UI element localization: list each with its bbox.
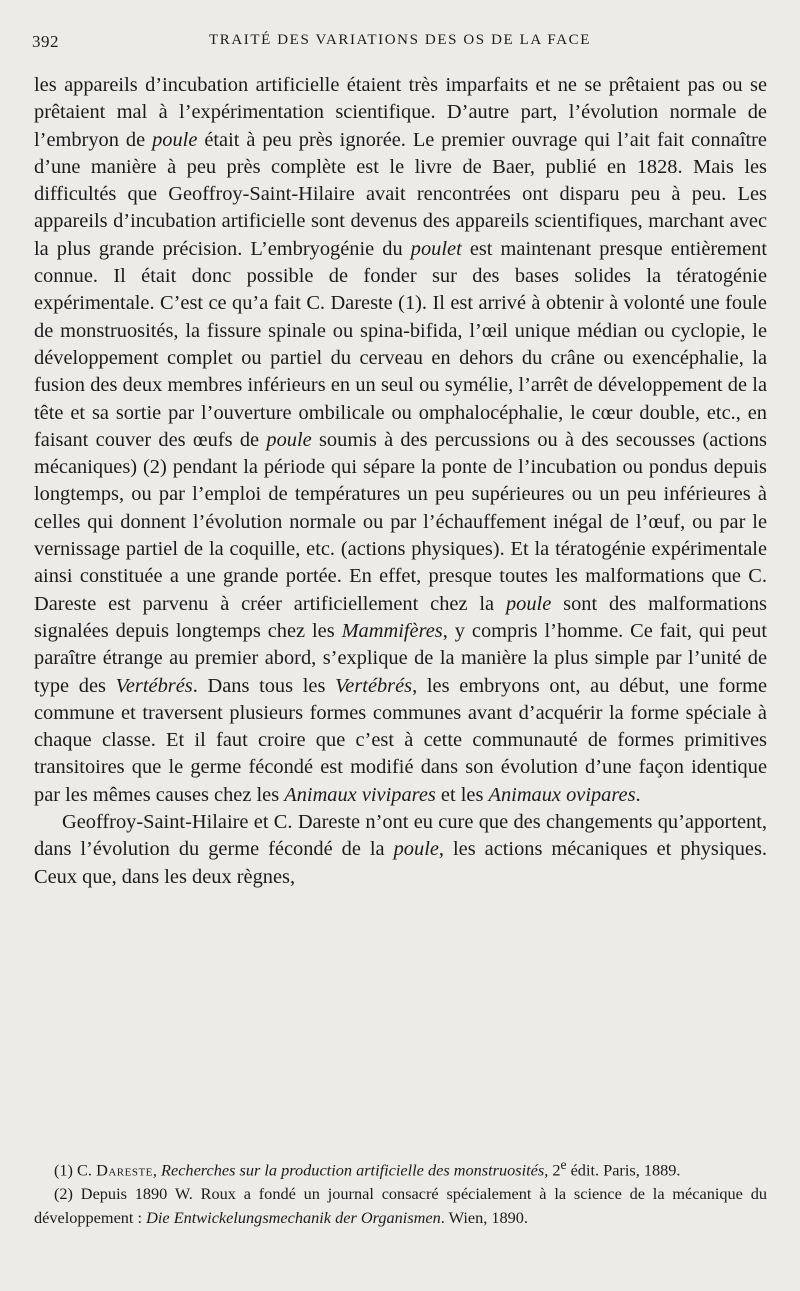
- footnote-2: [34, 1182, 767, 1230]
- italic-term: poulet: [410, 237, 462, 260]
- page-number: 392: [32, 32, 59, 51]
- paragraph-2: [34, 809, 767, 891]
- italic-term: poule: [152, 128, 198, 151]
- text-run: Geoffroy-Saint-Hilaire et C. Dareste n’ont eu cure que des changements qu’apportent, dans l’évolution du germe fécondé de la: [34, 811, 767, 861]
- footnote-text: édit. Paris, 1889.: [566, 1160, 681, 1180]
- footnote-1: [34, 1153, 767, 1182]
- book-title: Recherches sur la production artificielle des monstruosités: [161, 1160, 545, 1180]
- italic-term: Vertébrés: [115, 674, 193, 697]
- footnote-text: , 2: [544, 1160, 561, 1180]
- text-run: . Dans tous les: [192, 674, 336, 697]
- footnote-text: (1) C.: [54, 1160, 97, 1180]
- text-run: les appareils d’incubation artificielle étaient très imparfaits et ne se prêtaient pas ou se prêtaient mal à l’expérimentation scientifique. D’autre part, l’évolution normale de l’embryon de: [34, 74, 767, 151]
- author-name: Dareste: [96, 1160, 153, 1180]
- footnote-text: . Wien, 1890.: [440, 1208, 529, 1228]
- text-run: et les: [435, 783, 489, 806]
- paragraph-1: [34, 72, 767, 809]
- text-run: est maintenant presque entièrement connue. Il était donc possible de fonder sur des bases solides la tératogénie expérimentale. C’est ce qu’a fait C. Dareste (1). Il est arrivé à obtenir à volonté une foule de monstruosités, la fissure spinale ou spina-bifida, l’œil unique médian ou cyclopie, le développement complet ou partiel du cerveau en dehors du crâne ou exencéphalie, la fusion des deux membres inférieurs en un seul ou symélie, l’arrêt de développement de la tête et sa sortie par l’ouverture ombilicale ou omphalocéphalie, le cœur double, etc., en faisant couver des œufs de: [34, 237, 767, 451]
- footnotes: [34, 1153, 767, 1230]
- edition-superscript: e: [560, 1157, 567, 1172]
- text-run: sont des malformations signalées depuis longtemps chez les: [34, 592, 767, 642]
- running-title: TRAITÉ DES VARIATIONS DES OS DE LA FACE: [208, 32, 591, 48]
- journal-title: Die Entwickelungsmechanik der Organismen: [146, 1208, 441, 1228]
- italic-term: Animaux vivipares: [284, 783, 436, 806]
- text-run: , les embryons ont, au début, une forme commune et traversent plusieurs formes communes avant d’acquérir la forme spéciale à chaque classe. Et il faut croire que c’est à cette communauté de formes primitives transitoires que le germe fécondé est modifié dans son évolution d’une façon identique par les mêmes causes chez les: [34, 674, 768, 806]
- body-text: [34, 72, 767, 891]
- text-run: , y compris l’homme. Ce fait, qui peut paraître étrange au premier abord, s’explique de la manière la plus simple par l’unité de type des: [34, 619, 767, 697]
- text-run: soumis à des percussions ou à des secousses (actions mécaniques) (2) pendant la période qui sépare la ponte de l’incubation ou pondus depuis longtemps, ou par l’emploi de températures un peu supérieures ou un peu inférieures à celles qui donnent l’évolution normale ou par l’échauffement inégal de l’œuf, ou par le vernissage partiel de la coquille, etc. (actions physiques). Et la tératogénie expérimentale ainsi constituée a une grande portée. En effet, presque toutes les malformations que C. Dareste est parvenu à créer artificiellement chez la: [34, 428, 767, 615]
- italic-term: poule: [505, 592, 552, 615]
- page-header: [32, 28, 768, 58]
- italic-term: Mammifères: [341, 619, 443, 642]
- italic-term: Animaux ovipares: [488, 783, 636, 806]
- italic-term: poule: [266, 428, 312, 451]
- footnote-text: ,: [152, 1160, 162, 1180]
- text-run: était à peu près ignorée. Le premier ouvrage qui l’ait fait connaître d’une manière à peu près complète est le livre de Baer, publié en 1828. Mais les difficultés que Geoffroy-Saint-Hilaire avait rencontrées ont disparu peu à peu. Les appareils d’incubation artificielle sont devenus des appareils scientifiques, marchant avec la plus grande précision. L’embryogénie du: [34, 128, 767, 260]
- text-run: , les actions mécaniques et physiques. Ceux que, dans les deux règnes,: [34, 838, 767, 888]
- italic-term: poule: [393, 838, 439, 861]
- footnote-text: (2) Depuis 1890 W. Roux a fondé un journal consacré spécialement à la science de la mécanique du développement :: [34, 1184, 767, 1228]
- italic-term: Vertébrés: [335, 674, 413, 697]
- text-run: .: [635, 783, 641, 806]
